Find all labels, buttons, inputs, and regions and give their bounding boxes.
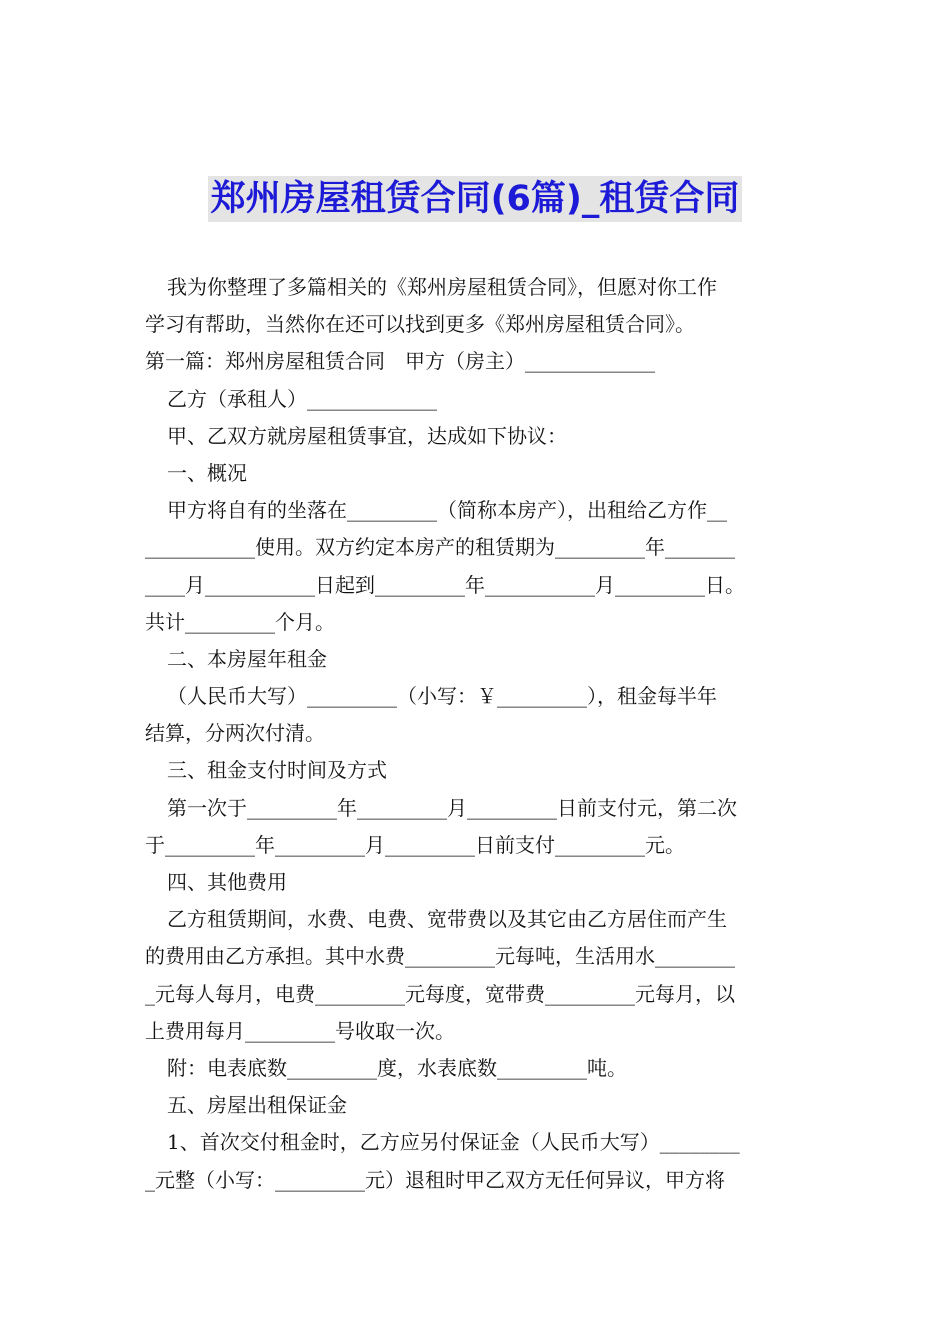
text-line: 四、其他费用 [167,870,287,894]
text-line: 乙方租赁期间，水费、电费、宽带费以及其它由乙方居住而产生 [167,907,727,932]
text-line: 的费用由乙方承担。其中水费_________元每吨，生活用水________ [145,944,735,969]
text-line: 二、本房屋年租金 [167,646,327,671]
text-line: _元每人每月，电费_________元每度，宽带费_________元每月，以 [145,981,735,1006]
text-line: 三、租金支付时间及方式 [167,758,387,783]
title-container [0,176,950,222]
document-body [145,269,809,1199]
text-line: 甲、乙双方就房屋租赁事宜，达成如下协议： [167,423,567,448]
text-line: 乙方（承租人）_____________ [167,386,437,411]
text-line: 1、首次交付租金时，乙方应另付保证金（人民币大写）________ [167,1130,740,1155]
text-line: 上费用每月_________号收取一次。 [145,1018,455,1043]
text-line: 结算，分两次付清。 [145,721,325,746]
text-line: 共计_________个月。 [145,609,335,634]
text-line: 于_________年_________月_________日前支付_________元。 [145,832,685,857]
text-line: 第一次于_________年_________月_________日前支付元，第二次 [167,795,737,820]
text-line: _元整（小写：_________元）退租时甲乙双方无任何异议，甲方将 [145,1167,725,1192]
text-line: 学习有帮助，当然你在还可以找到更多《郑州房屋租赁合同》。 [145,312,695,337]
text-line: 我为你整理了多篇相关的《郑州房屋租赁合同》，但愿对你工作 [167,275,717,299]
text-line: 附：电表底数_________度，水表底数_________吨。 [167,1055,627,1080]
document-title: 郑州房屋租赁合同(6篇)_租赁合同 [208,176,743,222]
text-line: ___________使用。双方约定本房产的租赁期为_________年_______ [145,535,735,560]
text-line: （人民币大写）_________（小写：￥_________），租金每半年 [167,684,717,709]
text-line: 第一篇：郑州房屋租赁合同 甲方（房主）_____________ [145,349,655,374]
text-line: 一、概况 [167,460,247,485]
text-line: 甲方将自有的坐落在_________（简称本房产），出租给乙方作__ [167,498,727,523]
text-line: 五、房屋出租保证金 [167,1093,347,1118]
text-line: ____月___________日起到_________年___________月_________日。 [145,572,745,597]
